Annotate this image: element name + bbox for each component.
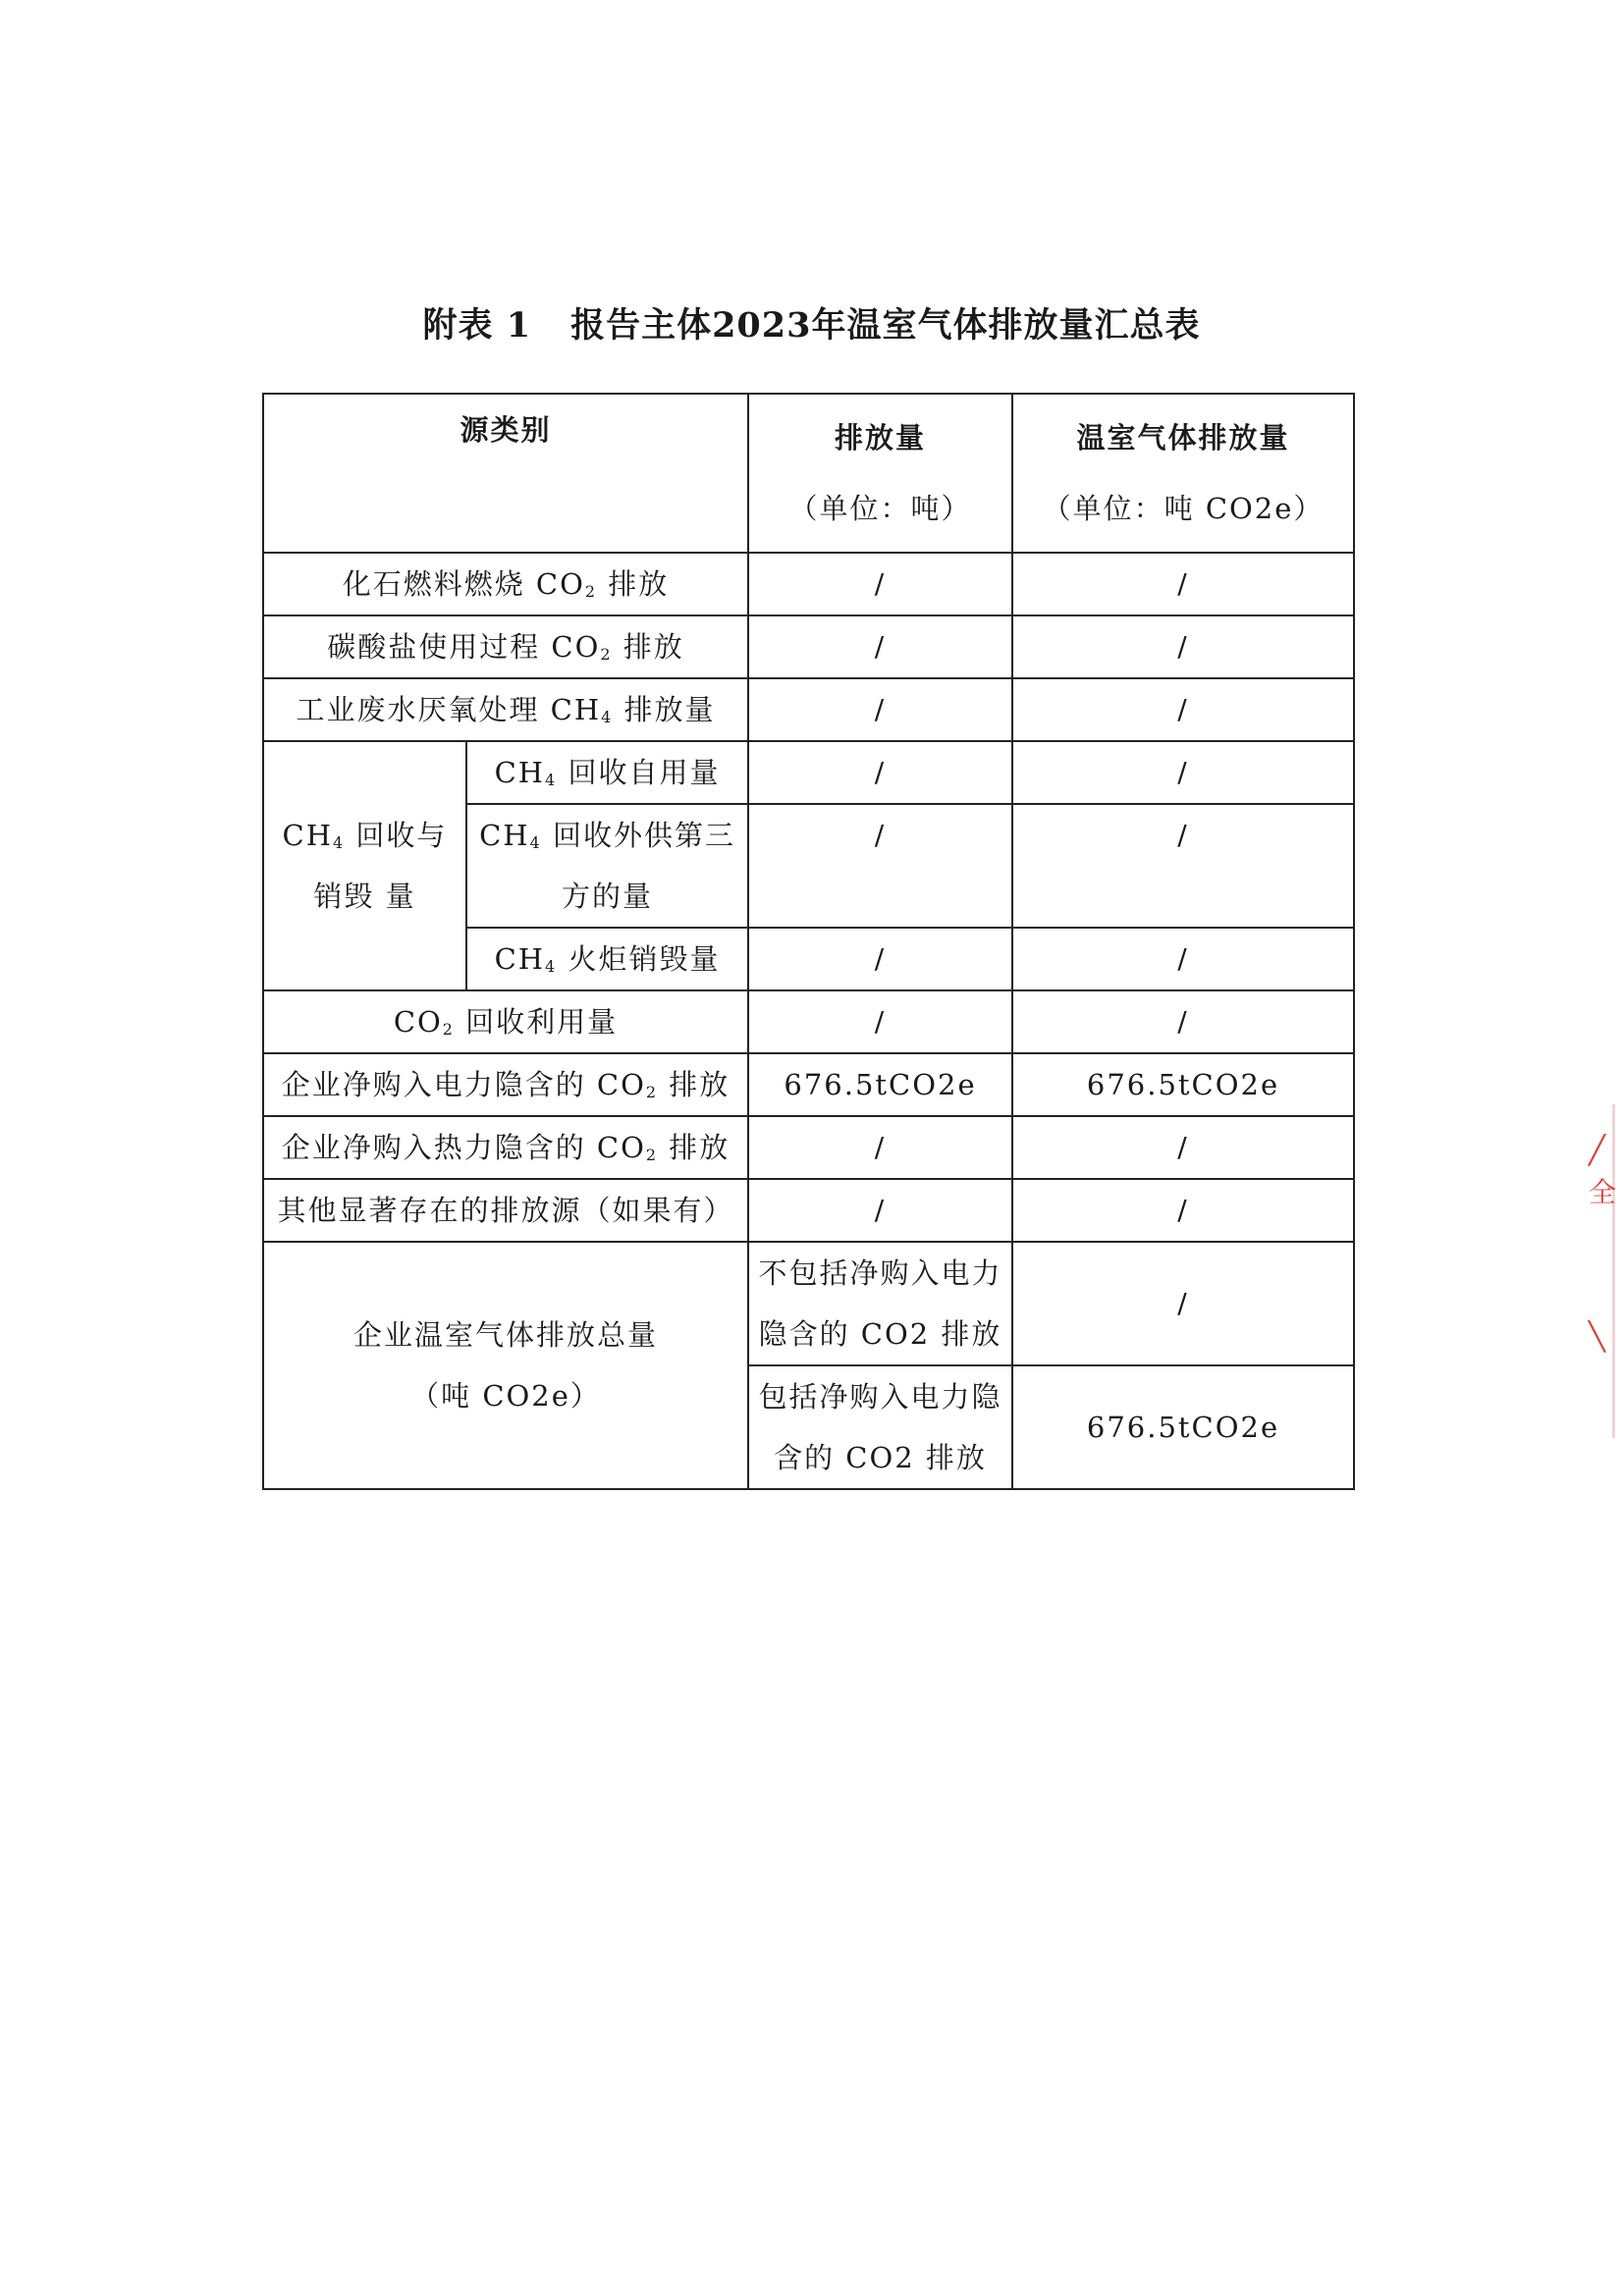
row-label-electricity: 企业净购入电力隐含的 $CO_2$ 排放 (263, 1053, 748, 1116)
row-label-heat: 企业净购入热力隐含的 $CO_2$ 排放 (263, 1116, 748, 1179)
emission-value: / (748, 990, 1012, 1053)
ghg-value: / (1012, 928, 1354, 990)
seal-mark-top: ╱ (1589, 1134, 1605, 1166)
emission-value: 676.5tCO2e (748, 1053, 1012, 1116)
table-title: 报告主体2023年温室气体排放量汇总表 (570, 305, 1201, 346)
emission-value: / (748, 678, 1012, 741)
row-label-wastewater: 工业废水厌氧处理 $CH_4$ 排放量 (263, 678, 748, 741)
table-row (263, 553, 1354, 615)
emission-value: / (748, 741, 1012, 804)
seal-text: 全 (1589, 1176, 1617, 1208)
row-label-ch4-flare: $CH_4$ 火炬销毁量 (466, 928, 748, 990)
header-emission: 排放量 （单位：吨） (748, 394, 1012, 553)
table-row (263, 1116, 1354, 1179)
emission-value: / (748, 615, 1012, 678)
header-row (263, 394, 1354, 553)
row-label-ch4-self-use: $CH_4$ 回收自用量 (466, 741, 748, 804)
ghg-value: / (1012, 553, 1354, 615)
total-including-value: 676.5tCO2e (1012, 1365, 1354, 1489)
table-row (263, 990, 1354, 1053)
row-label-carbonate: 碳酸盐使用过程 $CO_2$ 排放 (263, 615, 748, 678)
table-row (263, 678, 1354, 741)
total-including-label: 包括净购入电力隐含的 CO2 排放 (748, 1365, 1012, 1489)
table-row (263, 1179, 1354, 1242)
total-row-excluding (263, 1242, 1354, 1365)
emission-value: / (748, 928, 1012, 990)
header-ghg: 温室气体排放量 （单位：吨 CO2e） (1012, 394, 1354, 553)
row-label-co2-recovery: $CO_2$ 回收利用量 (263, 990, 748, 1053)
emission-value: / (748, 1179, 1012, 1242)
emission-value: / (748, 1116, 1012, 1179)
ghg-value: / (1012, 990, 1354, 1053)
page-title (0, 298, 1623, 347)
row-label-ch4-third-party: $CH_4$ 回收外供第三方的量 (466, 804, 748, 928)
ghg-value: / (1012, 615, 1354, 678)
seal-stamp-edge (1589, 1104, 1615, 1438)
ghg-value: / (1012, 678, 1354, 741)
ch4-group-label: $CH_4$ 回收与销毁 量 (263, 741, 466, 990)
ghg-value: / (1012, 1116, 1354, 1179)
row-label-fossil: 化石燃料燃烧 $CO_2$ 排放 (263, 553, 748, 615)
emission-value: / (748, 804, 1012, 928)
total-excluding-value: / (1012, 1242, 1354, 1365)
ghg-value: / (1012, 804, 1354, 928)
ghg-value: / (1012, 741, 1354, 804)
emission-summary-table (262, 393, 1355, 1490)
total-excluding-label: 不包括净购入电力隐含的 CO2 排放 (748, 1242, 1012, 1365)
table-row (263, 741, 1354, 804)
table-row (263, 1053, 1354, 1116)
ghg-value: 676.5tCO2e (1012, 1053, 1354, 1116)
ghg-value: / (1012, 1179, 1354, 1242)
emission-value: / (748, 553, 1012, 615)
table-number: 附表 1 (422, 305, 532, 346)
row-label-other: 其他显著存在的排放源（如果有） (263, 1179, 748, 1242)
total-label: 企业温室气体排放总量 （吨 CO2e） (263, 1242, 748, 1489)
header-source: 源类别 (263, 394, 748, 553)
table-row (263, 615, 1354, 678)
seal-mark-bottom: ╲ (1589, 1320, 1605, 1353)
